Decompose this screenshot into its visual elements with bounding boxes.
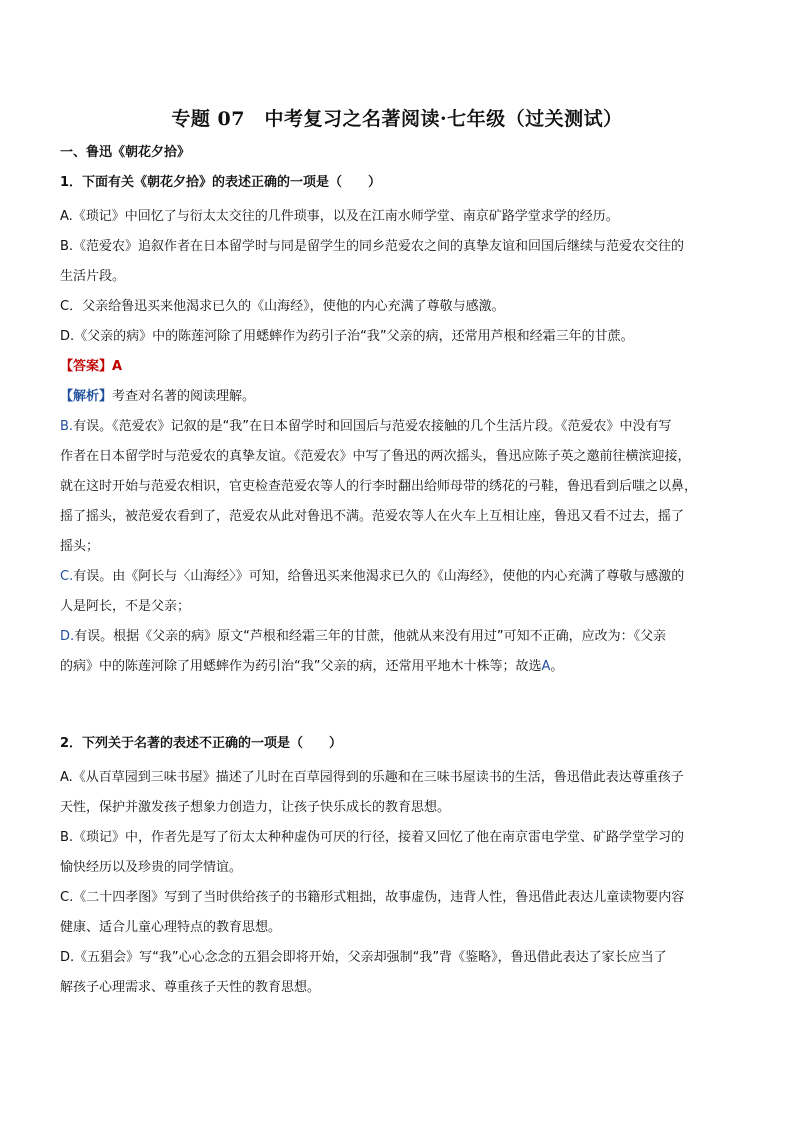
analysis-b-letter: B. (60, 419, 74, 434)
q1-analysis (60, 382, 738, 412)
page-title: 专题 07 中考复习之名著阅读·七年级（过关测试） (171, 108, 623, 130)
q1-option-c: C．父亲给鲁迅买来他渴求已久的《山海经》，使他的内心充满了尊敬与感激。 (60, 299, 505, 314)
q1-option-d: D.《父亲的病》中的陈莲河除了用蟋蟀作为药引子治“我”父亲的病，还常用芦根和经霜三年的甘蔗。 (60, 329, 634, 344)
q1-analysis-b-line-2: 作者在日本留学时与范爱农的真挚友谊。《范爱农》中写了鲁迅的两次摇头，鲁迅应陈子英之邀前往横滨迎接， (60, 449, 691, 464)
analysis-d-choice: A (541, 659, 551, 674)
q2-option-b-line-2: 愉快经历以及珍贵的同学情谊。 (60, 860, 243, 875)
analysis-d-letter: D. (60, 629, 75, 644)
q2-option-d-line-2: 解孩子心理需求、尊重孩子天性的教育思想。 (60, 980, 321, 995)
analysis-tag: 【解析】 (60, 389, 113, 404)
q1-analysis-b-line-1 (60, 412, 738, 442)
q2-option-a-line-2: 天性，保护并激发孩子想象力创造力，让孩子快乐成长的教育思想。 (60, 800, 451, 815)
q1-analysis-d-line-1 (60, 622, 738, 652)
q2-option-b-line-1: B.《琐记》中，作者先是写了衍太太种种虚伪可厌的行径，接着又回忆了他在南京雷电学堂、矿路学堂学习的 (60, 830, 685, 845)
q2-option-c-line-1: C.《二十四孝图》写到了当时供给孩子的书籍形式粗拙，故事虚伪，违背人性，鲁迅借此表达儿童读物要内容 (60, 890, 685, 905)
question-2 (60, 733, 738, 1003)
answer-tag: 【答案】 (60, 359, 113, 374)
q1-option-a: A.《琐记》中回忆了与衍太太交往的几件琐事，以及在江南水师学堂、南京矿路学堂求学的经历。 (60, 209, 619, 224)
q1-answer (60, 352, 738, 382)
q1-analysis-d-line-2 (60, 652, 738, 682)
q1-option-b-line-1: B.《范爱农》追叙作者在日本留学时与同是留学生的同乡范爱农之间的真挚友谊和回国后继续与范爱农交往的 (60, 239, 685, 254)
q1-analysis-b-line-4: 摇了摇头，被范爱农看到了，范爱农从此对鲁迅不满。范爱农等人在火车上互相让座，鲁迅又看不过去，摇了 (60, 509, 685, 524)
analysis-d-end: 。 (550, 659, 564, 674)
question-1-stem: 1．下面有关《朝花夕拾》的表述正确的一项是（ ） (60, 175, 382, 190)
analysis-intro: 考查对名著的阅读理解。 (112, 389, 256, 404)
analysis-b-text-1: 有误。《范爱农》记叙的是“我”在日本留学时和回国后与范爱农接触的几个生活片段。《范爱农》中没有写 (73, 419, 672, 434)
q2-option-c-line-2: 健康、适合儿童心理特点的教育思想。 (60, 920, 282, 935)
analysis-d-text-1: 有误。根据《父亲的病》原文“芦根和经霜三年的甘蔗，他就从来没有用过”可知不正确，应改为：《父亲 (74, 629, 667, 644)
question-2-stem: 2．下列关于名著的表述不正确的一项是（ ） (60, 736, 343, 751)
analysis-c-text-1: 有误。由《阿长与〈山海经〉》可知，给鲁迅买来他渴求已久的《山海经》，使他的内心充满了尊敬与感激的 (73, 569, 685, 584)
q1-analysis-c-line-2: 人是阿长，不是父亲； (60, 599, 191, 614)
section-heading: 一、鲁迅《朝花夕拾》 (60, 145, 191, 160)
q2-option-d-line-1: D.《五猖会》写“我”心心念念的五猖会即将开始，父亲却强制“我”背《鉴略》，鲁迅借此表达了家长应当了 (60, 950, 667, 965)
question-1 (60, 172, 738, 682)
q1-analysis-c-line-1 (60, 562, 738, 592)
analysis-c-letter: C. (60, 569, 74, 584)
q1-analysis-b-line-5: 摇头； (60, 539, 100, 554)
q1-option-b-line-2: 生活片段。 (60, 269, 126, 284)
analysis-d-text-2: 的病》中的陈莲河除了用蟋蟀作为药引治“我”父亲的病，还常用平地木十株等；故选 (60, 659, 542, 674)
answer-value: A (112, 359, 123, 374)
q2-option-a-line-1: A.《从百草园到三味书屋》描述了儿时在百草园得到的乐趣和在三味书屋读书的生活，鲁迅借此表达尊重孩子 (60, 770, 684, 785)
q1-analysis-b-line-3: 就在这时开始与范爱农相识，官吏检查范爱农等人的行李时翻出给师母带的绣花的弓鞋，鲁迅看到后嗤之以鼻， (60, 479, 698, 494)
